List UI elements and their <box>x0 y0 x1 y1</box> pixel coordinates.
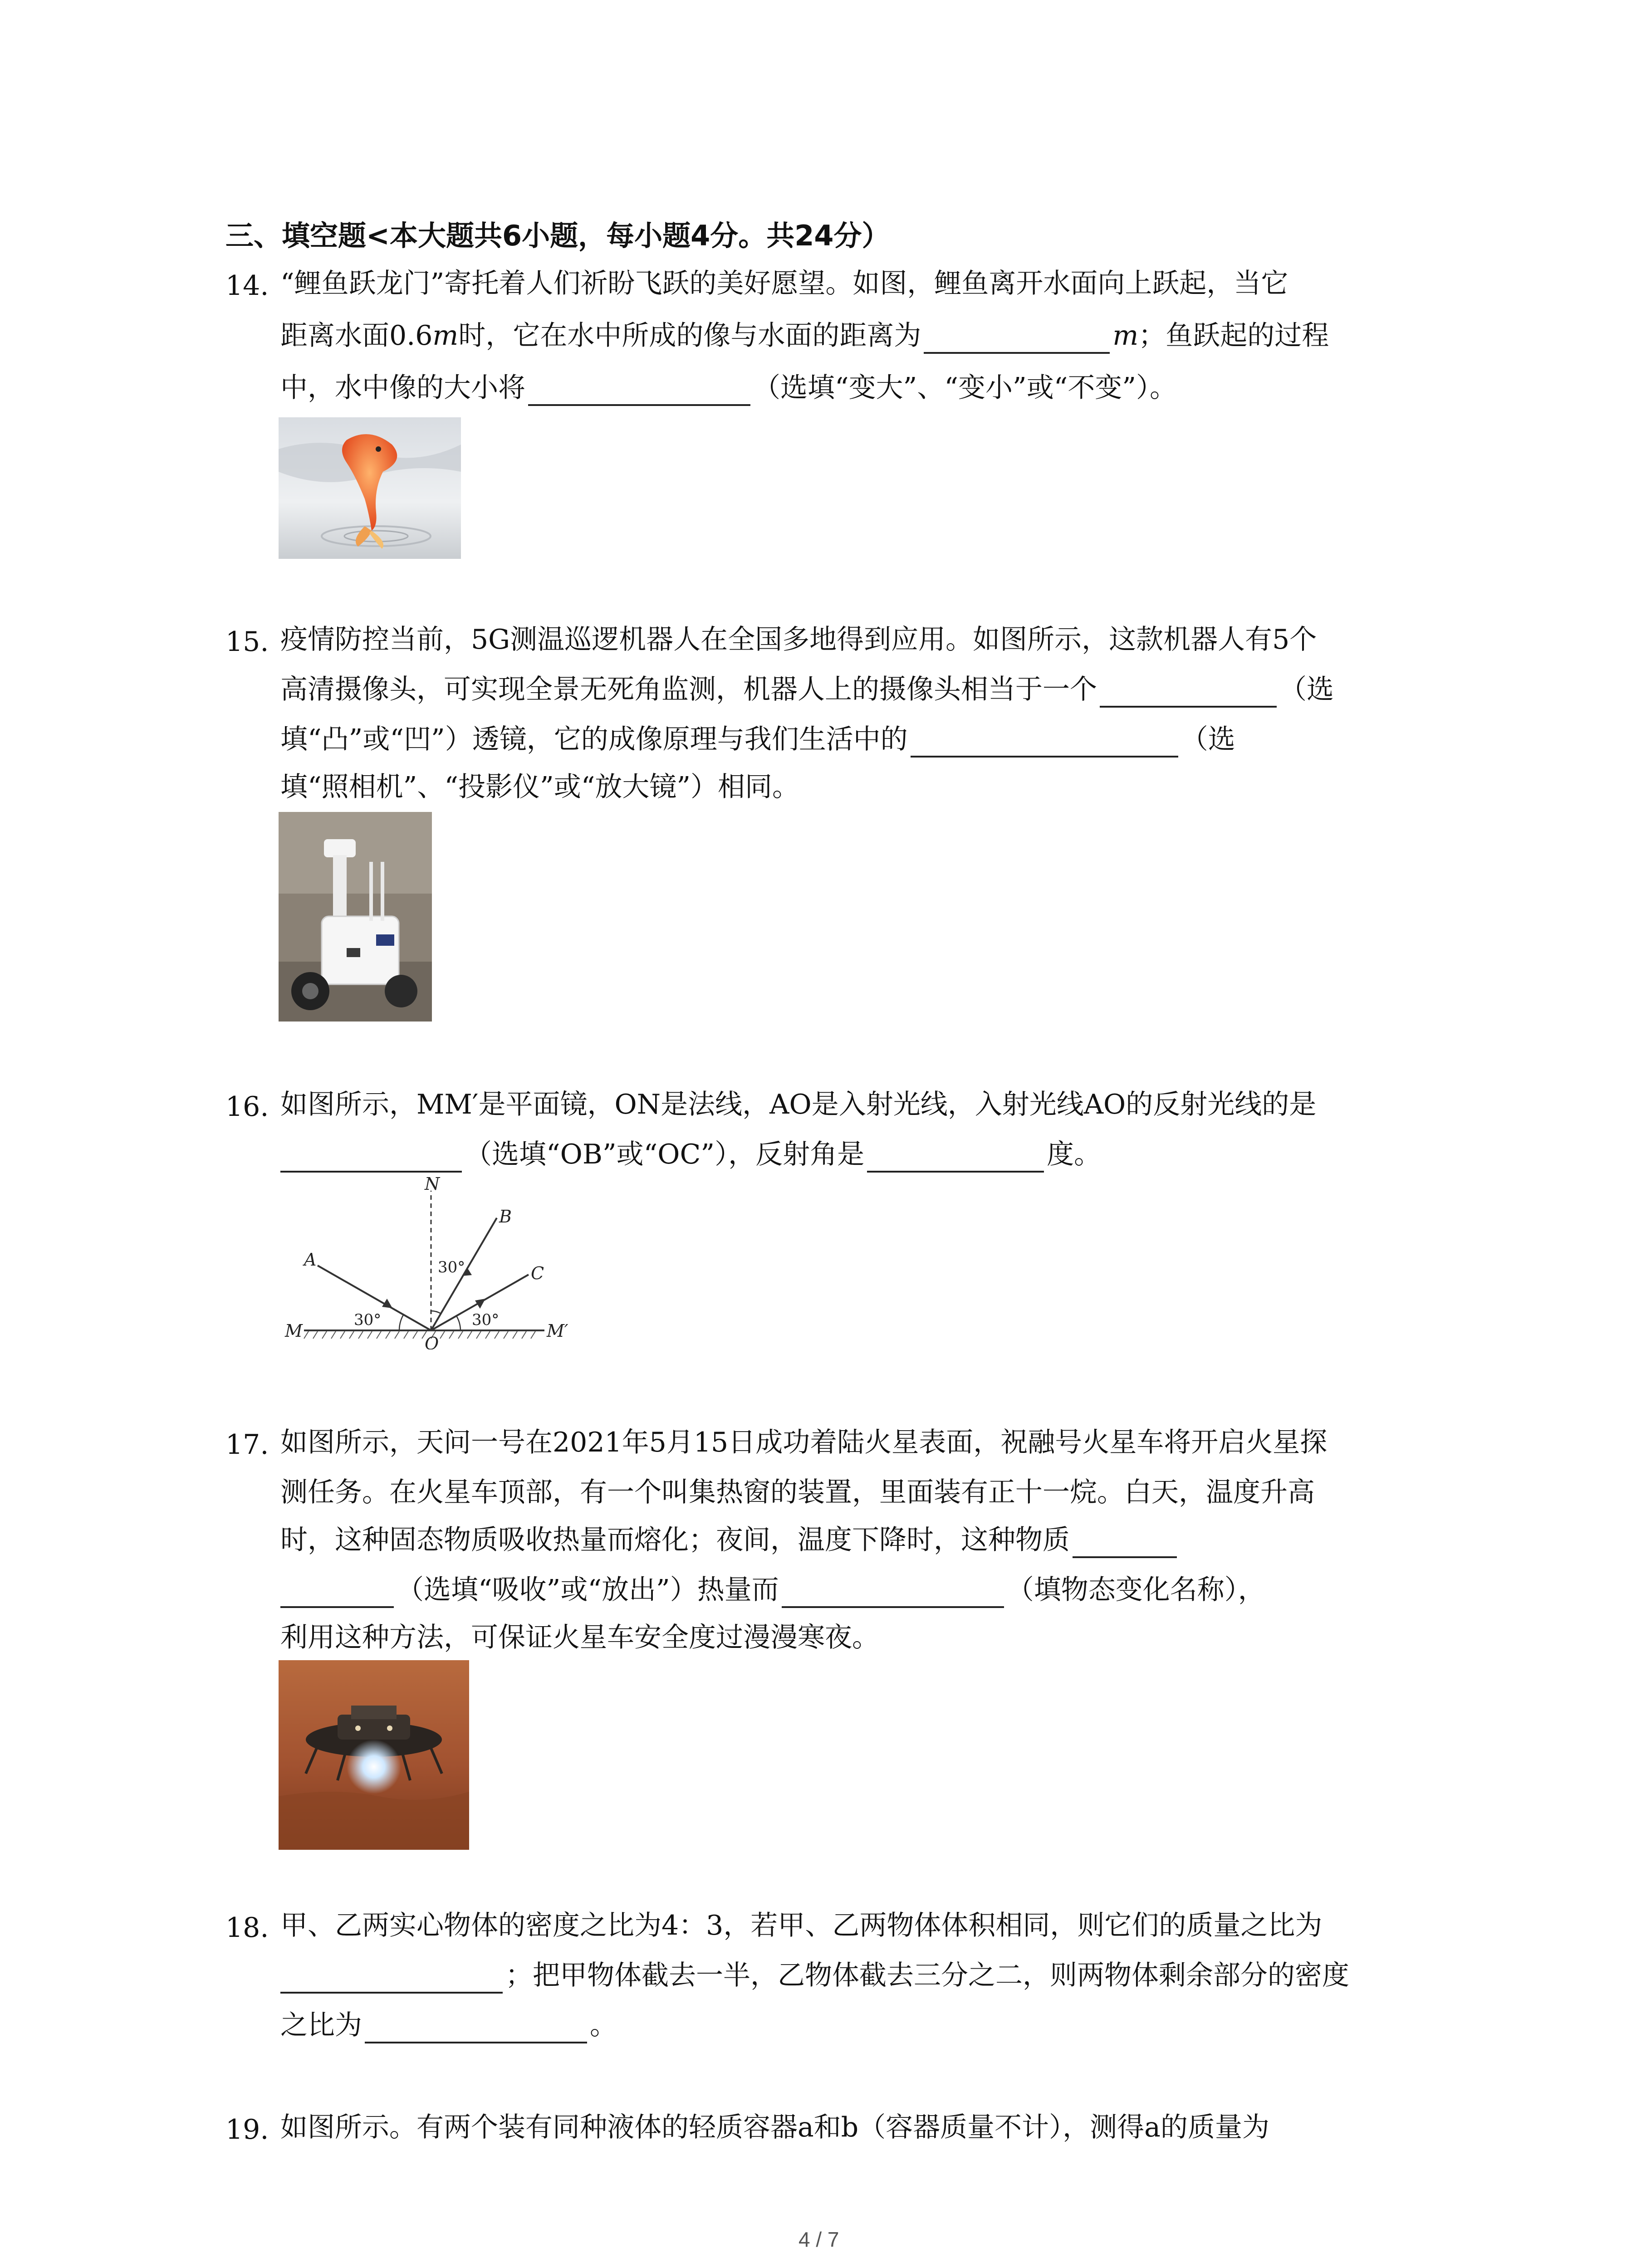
question-number: 18. <box>225 1912 269 1944</box>
answer-blank[interactable] <box>867 1143 1044 1173</box>
question-text: ；把甲物体截去一半，乙物体截去三分之二，则两物体剩余部分的密度 <box>280 1957 1349 1994</box>
question-number: 19. <box>225 2114 269 2146</box>
answer-blank[interactable] <box>911 728 1178 758</box>
question-text: 测任务。在火星车顶部，有一个叫集热窗的装置，里面装有正十一烷。白天，温度升高 <box>280 1476 1315 1508</box>
question-text: 时，这种固态物质吸收热量而熔化；夜间，温度下降时，这种物质 <box>280 1522 1180 1558</box>
question-number: 14. <box>225 270 269 302</box>
label-m-prime: M′ <box>547 1321 568 1341</box>
answer-blank[interactable] <box>1073 1528 1177 1558</box>
carp-jumping-image <box>279 417 461 559</box>
answer-blank[interactable] <box>280 1143 462 1173</box>
question-text: 甲、乙两实心物体的密度之比为4：3，若甲、乙两物体体积相同，则它们的质量之比为 <box>280 1910 1323 1941</box>
answer-blank[interactable] <box>782 1578 1004 1608</box>
answer-blank[interactable] <box>924 324 1110 354</box>
question-text: 如图所示，MM′是平面镜，ON是法线，AO是入射光线，入射光线AO的反射光线的是 <box>280 1089 1317 1120</box>
question-text: 疫情防控当前，5G测温巡逻机器人在全国多地得到应用。如图所示，这款机器人有5个 <box>280 624 1317 655</box>
label-m: M <box>285 1321 303 1341</box>
answer-blank[interactable] <box>280 1964 503 1994</box>
label-c: C <box>531 1263 544 1283</box>
answer-blank[interactable] <box>528 376 750 406</box>
question-text: 之比为 。 <box>280 2007 617 2043</box>
robot-image <box>279 812 432 1022</box>
question-number: 17. <box>225 1429 269 1461</box>
question-text: 距离水面0.6m时，它在水中所成的像与水面的距离为 m；鱼跃起的过程 <box>280 318 1329 354</box>
question-text: “鲤鱼跃龙门”寄托着人们祈盼飞跃的美好愿望。如图，鲤鱼离开水面向上跃起，当它 <box>280 268 1288 299</box>
question-text: 填“照相机”、“投影仪”或“放大镜”）相同。 <box>280 771 800 803</box>
question-text: 填“凸”或“凹”）透镜，它的成像原理与我们生活中的 （选 <box>280 721 1235 758</box>
question-text: 高清摄像头，可实现全景无死角监测，机器人上的摄像头相当于一个 （选 <box>280 671 1334 708</box>
question-text: （选填“OB”或“OC”），反射角是 度。 <box>280 1136 1101 1173</box>
question-text: 如图所示，天问一号在2021年5月15日成功着陆火星表面，祝融号火星车将开启火星探 <box>280 1427 1327 1458</box>
angle-left: 30° <box>354 1311 382 1329</box>
question-text: 利用这种方法，可保证火星车安全度过漫漫寒夜。 <box>280 1622 879 1653</box>
mars-lander-image <box>279 1660 469 1850</box>
page-number: 4 / 7 <box>798 2228 839 2251</box>
answer-blank[interactable] <box>1100 678 1277 708</box>
section-title: 三、填空题<本大题共6小题，每小题4分。共24分） <box>225 219 890 252</box>
angle-top: 30° <box>438 1258 465 1276</box>
question-text: （选填“吸收”或“放出”）热量而 （填物态变化名称）， <box>280 1572 1265 1608</box>
answer-blank[interactable] <box>280 1578 394 1608</box>
reflection-diagram <box>281 1177 581 1349</box>
answer-blank[interactable] <box>365 2014 587 2043</box>
label-a: A <box>304 1250 317 1270</box>
label-n: N <box>425 1177 440 1194</box>
label-b: B <box>499 1207 512 1227</box>
question-number: 15. <box>225 626 269 658</box>
label-o: O <box>425 1334 439 1349</box>
question-text: 中，水中像的大小将 （选填“变大”、“变小”或“不变”）。 <box>280 370 1177 406</box>
angle-right: 30° <box>472 1311 500 1329</box>
question-text: 如图所示。有两个装有同种液体的轻质容器a和b（容器质量不计），测得a的质量为 <box>280 2112 1269 2143</box>
question-number: 16. <box>225 1091 269 1123</box>
